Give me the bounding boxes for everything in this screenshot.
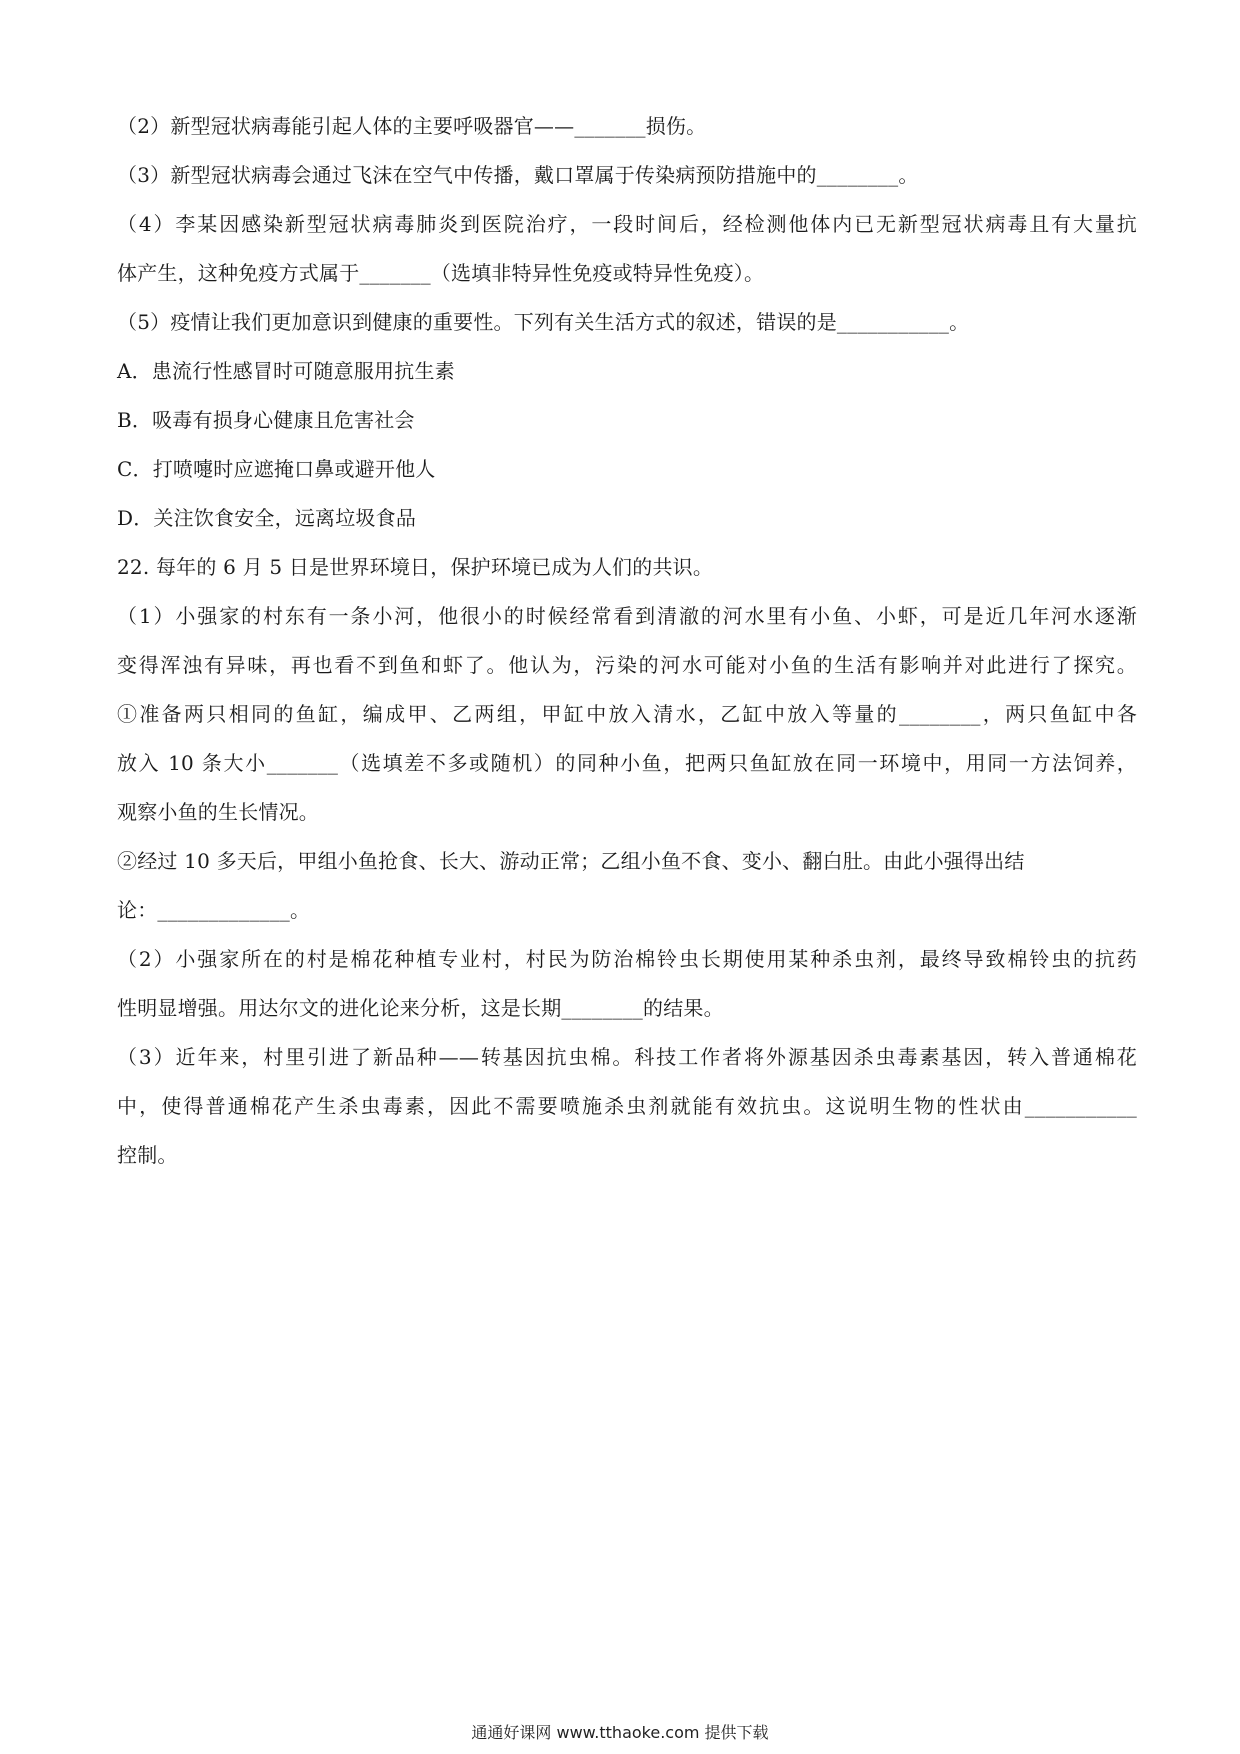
question-content <box>117 102 1137 1180</box>
q21-option-a: A．患流行性感冒时可随意服用抗生素 <box>117 359 455 383</box>
q22-part2-line2: 性明显增强。用达尔文的进化论来分析，这是长期________的结果。 <box>117 996 724 1020</box>
q22-part1-line2: 变得浑浊有异味，再也看不到鱼和虾了。他认为，污染的河水可能对小鱼的生活有影响并对此进行了探究。 <box>117 653 1137 677</box>
q21-part2: （2）新型冠状病毒能引起人体的主要呼吸器官——_______损伤。 <box>117 114 707 138</box>
q22-step1-line2: 放入 10 条大小_______（选填差不多或随机）的同种小鱼，把两只鱼缸放在同一环境中，用同一方法饲养， <box>117 751 1137 775</box>
q22-part1-line1: （1）小强家的村东有一条小河，他很小的时候经常看到清澈的河水里有小鱼、小虾，可是近几年河水逐渐 <box>117 604 1137 628</box>
q21-part4-line1: （4）李某因感染新型冠状病毒肺炎到医院治疗，一段时间后，经检测他体内已无新型冠状病毒且有大量抗 <box>117 212 1137 236</box>
q22-step1-line3: 观察小鱼的生长情况。 <box>117 800 319 824</box>
q22-part3-line3: 控制。 <box>117 1143 178 1167</box>
q21-option-b: B．吸毒有损身心健康且危害社会 <box>117 408 415 432</box>
q21-option-c: C．打喷嚏时应遮掩口鼻或避开他人 <box>117 457 436 481</box>
q22-stem: 22. 每年的 6 月 5 日是世界环境日，保护环境已成为人们的共识。 <box>117 555 714 579</box>
q22-step2-line1: ②经过 10 多天后，甲组小鱼抢食、长大、游动正常；乙组小鱼不食、变小、翻白肚。由此小强得出结 <box>117 849 1025 873</box>
q22-part2-line1: （2）小强家所在的村是棉花种植专业村，村民为防治棉铃虫长期使用某种杀虫剂，最终导致棉铃虫的抗药 <box>117 947 1137 971</box>
q21-part3: （3）新型冠状病毒会通过飞沫在空气中传播，戴口罩属于传染病预防措施中的________。 <box>117 163 919 187</box>
q22-part3-line2: 中，使得普通棉花产生杀虫毒素，因此不需要喷施杀虫剂就能有效抗虫。这说明生物的性状由___________ <box>117 1094 1137 1118</box>
q22-step2-line2: 论：_____________。 <box>117 898 311 922</box>
q21-option-d: D．关注饮食安全，远离垃圾食品 <box>117 506 417 530</box>
q22-part3-line1: （3）近年来，村里引进了新品种——转基因抗虫棉。科技工作者将外源基因杀虫毒素基因，转入普通棉花 <box>117 1045 1137 1069</box>
q21-part5: （5）疫情让我们更加意识到健康的重要性。下列有关生活方式的叙述，错误的是___________。 <box>117 310 970 334</box>
q21-part4-line2: 体产生，这种免疫方式属于_______（选填非特异性免疫或特异性免疫）。 <box>117 261 765 285</box>
q22-step1-line1: ①准备两只相同的鱼缸，编成甲、乙两组，甲缸中放入清水，乙缸中放入等量的________，两只鱼缸中各 <box>117 702 1137 726</box>
page-footer: 通通好课网 www.tthaoke.com 提供下载 <box>471 1723 769 1742</box>
